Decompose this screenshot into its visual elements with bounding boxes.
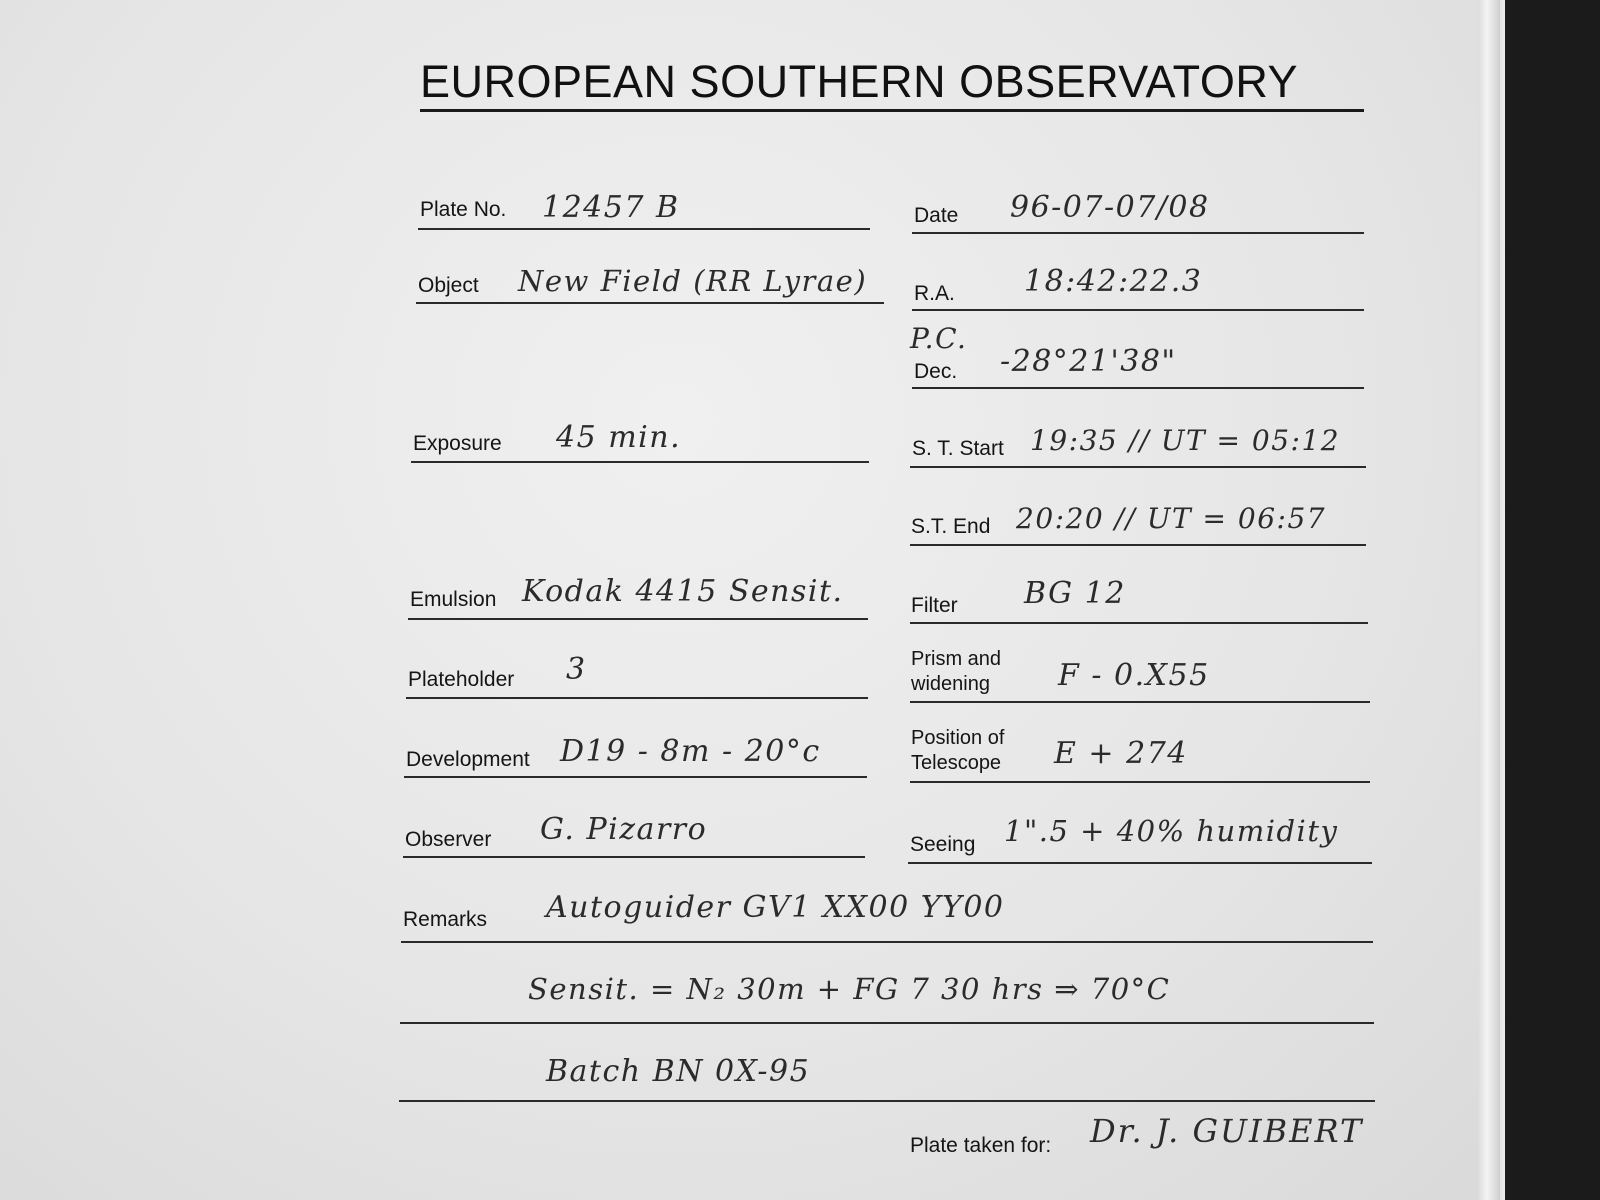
plateholder-value: 3 (566, 652, 587, 687)
filter-value: BG 12 (1024, 576, 1126, 611)
remarks-line-2: Sensit. = N₂ 30m + FG 7 30 hrs ⇒ 70°C (528, 972, 1171, 1006)
plate-taken-for-value: Dr. J. GUIBERT (1090, 1112, 1364, 1150)
st-start-value: 19:35 // UT = 05:12 (1030, 424, 1341, 457)
remarks-rule-1 (401, 941, 1373, 943)
filter-line (910, 622, 1368, 624)
seeing-line (908, 862, 1372, 864)
plateholder-label: Plateholder (408, 668, 515, 691)
position-label-line2: Telescope (911, 752, 1002, 774)
seeing-value: 1".5 + 40% humidity (1004, 814, 1339, 848)
position-value: E + 274 (1054, 736, 1188, 771)
plate-no-value: 12457 B (542, 190, 680, 225)
st-start-line (910, 466, 1366, 468)
dec-note: P.C. (910, 322, 968, 355)
dec-label: Dec. (914, 360, 958, 383)
object-label: Object (418, 274, 479, 297)
remarks-rule-3 (399, 1100, 1375, 1102)
position-label-line1: Position of (911, 727, 1005, 749)
seeing-label: Seeing (910, 833, 976, 856)
remarks-line-3: Batch BN 0X-95 (546, 1054, 811, 1089)
ra-value: 18:42:22.3 (1024, 264, 1203, 299)
exposure-line (411, 461, 869, 463)
position-line (910, 781, 1370, 783)
st-end-label: S.T. End (911, 515, 991, 538)
dec-line (912, 387, 1364, 389)
observer-value: G. Pizarro (540, 812, 708, 847)
page-edge-shadow (1500, 0, 1505, 1200)
st-start-label: S. T. Start (912, 437, 1004, 460)
ra-label: R.A. (914, 282, 955, 305)
filter-label: Filter (911, 594, 958, 617)
remarks-rule-2 (400, 1022, 1374, 1024)
prism-value: F - 0.X55 (1058, 658, 1210, 693)
emulsion-label: Emulsion (410, 588, 497, 611)
object-value: New Field (RR Lyrae) (518, 264, 868, 298)
exposure-value: 45 min. (556, 420, 682, 455)
observer-line (403, 856, 865, 858)
development-value: D19 - 8m - 20°c (560, 734, 821, 769)
date-label: Date (914, 204, 959, 227)
title-underline (420, 109, 1364, 112)
prism-line (910, 701, 1370, 703)
prism-label-line2: widening (911, 673, 990, 695)
observer-label: Observer (405, 828, 492, 851)
date-line (912, 232, 1364, 234)
prism-label-line1: Prism and (911, 648, 1002, 670)
emulsion-line (408, 618, 868, 620)
plateholder-line (406, 697, 868, 699)
plate-taken-for-label: Plate taken for: (910, 1134, 1052, 1157)
remarks-label: Remarks (403, 908, 488, 931)
date-value: 96-07-07/08 (1010, 190, 1210, 225)
object-line (416, 302, 884, 304)
st-end-value: 20:20 // UT = 06:57 (1016, 502, 1327, 535)
page-title: EUROPEAN SOUTHERN OBSERVATORY (420, 56, 1299, 107)
st-end-line (910, 544, 1366, 546)
dec-value: -28°21'38" (1000, 344, 1177, 379)
remarks-line-1: Autoguider GV1 XX00 YY00 (546, 890, 1005, 925)
ra-line (912, 309, 1364, 311)
development-line (404, 776, 867, 778)
exposure-label: Exposure (413, 432, 502, 455)
plate-no-label: Plate No. (420, 198, 507, 221)
emulsion-value: Kodak 4415 Sensit. (522, 574, 844, 609)
plate-no-line (418, 228, 870, 230)
development-label: Development (406, 748, 530, 771)
page-edge (1478, 0, 1500, 1200)
